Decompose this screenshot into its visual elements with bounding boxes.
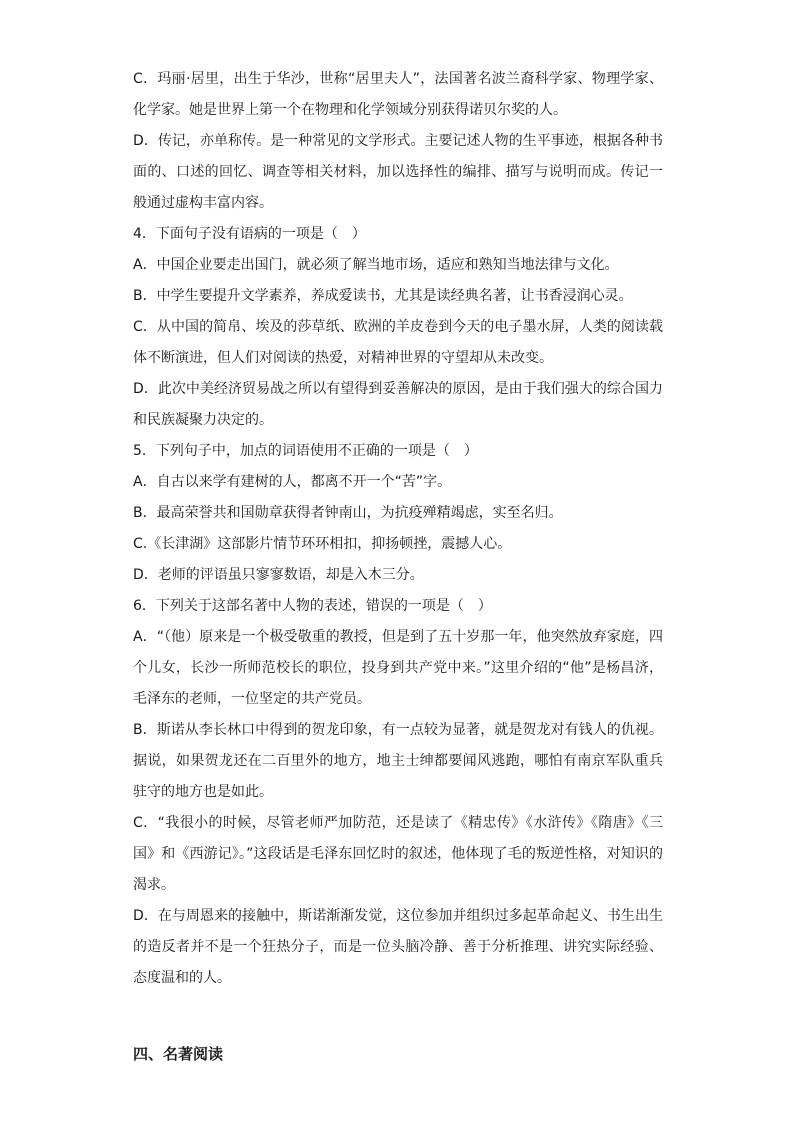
section-title: 四、名著阅读 [133, 1045, 224, 1063]
question-4-option-d: D．此次中美经济贸易战之所以有望得到妥善解决的原因，是由于我们强大的综合国力和民族凝聚力决定的。 [133, 381, 663, 428]
question-6-option-d: D．在与周恩来的接触中，斯诺渐渐发觉，这位参加并组织过多起革命起义、书生出生的造反者并不是一个狂热分子，而是一位头脑冷静、善于分析推理、讲究实际经验、态度温和的人。 [133, 908, 663, 986]
question-4-stem: 4．下面句子没有语病的一项是（ ） [133, 226, 366, 242]
question-5-option-c: C.《长津湖》这部影片情节环环相扣，抑扬顿挫，震撼人心。 [133, 536, 512, 552]
question-5-stem: 5．下列句子中，加点的词语使用不正确的一项是（ ） [133, 443, 478, 459]
option-c-marie-curie: C．玛丽·居里，出生于华沙，世称“居里夫人”，法国著名波兰裔科学家、物理学家、化学家。她是世界上第一个在物理和化学领域分别获得诺贝尔奖的人。 [133, 71, 663, 118]
question-4-option-b: B．中学生要提升文学素养，养成爱读书，尤其是读经典名著，让书香浸润心灵。 [133, 288, 633, 304]
question-6-option-b: B．斯诺从李长林口中得到的贺龙印象，有一点较为显著，就是贺龙对有钱人的仇视。据说，如果贺龙还在二百里外的地方，地主士绅都要闻风逃跑，哪怕有南京军队重兵驻守的地方也是如此。 [133, 722, 663, 800]
question-5-option-d: D．老师的评语虽只寥寥数语，却是入木三分。 [133, 567, 424, 583]
question-4-option-a: A．中国企业要走出国门，就必须了解当地市场，适应和熟知当地法律与文化。 [133, 257, 619, 273]
question-6-option-a: A．“（他）原来是一个极受敬重的教授，但是到了五十岁那一年，他突然放弃家庭，四个儿女，长沙一所师范校长的职位，投身到共产党中来。”这里介绍的“他”是杨昌济，毛泽东的老师，一位坚定的共产党员。 [133, 629, 663, 707]
document-body [133, 64, 663, 994]
question-6-stem: 6．下列关于这部名著中人物的表述，错误的一项是（ ） [133, 598, 492, 614]
question-6-option-c: C．“我很小的时候，尽管老师严加防范，还是读了《精忠传》《水浒传》《隋唐》《三国》和《西游记》。”这段话是毛泽东回忆时的叙述，他体现了毛的叛逆性格，对知识的渴求。 [133, 815, 663, 893]
question-5-option-a: A．自古以来学有建树的人，都离不开一个“苦”字。 [133, 474, 452, 490]
question-5-option-b: B．最高荣誉共和国勋章获得者钟南山，为抗疫殚精竭虑，实至名归。 [133, 505, 563, 521]
question-4-option-c: C．从中国的简帛、埃及的莎草纸、欧洲的羊皮卷到今天的电子墨水屏，人类的阅读载体不断演进，但人们对阅读的热爱，对精神世界的守望却从未改变。 [133, 319, 663, 366]
option-d-biography: D．传记，亦单称传。是一种常见的文学形式。主要记述人物的生平事迹，根据各种书面的、口述的回忆、调查等相关材料，加以选择性的编排、描写与说明而成。传记一般通过虚构丰富内容。 [133, 133, 663, 211]
